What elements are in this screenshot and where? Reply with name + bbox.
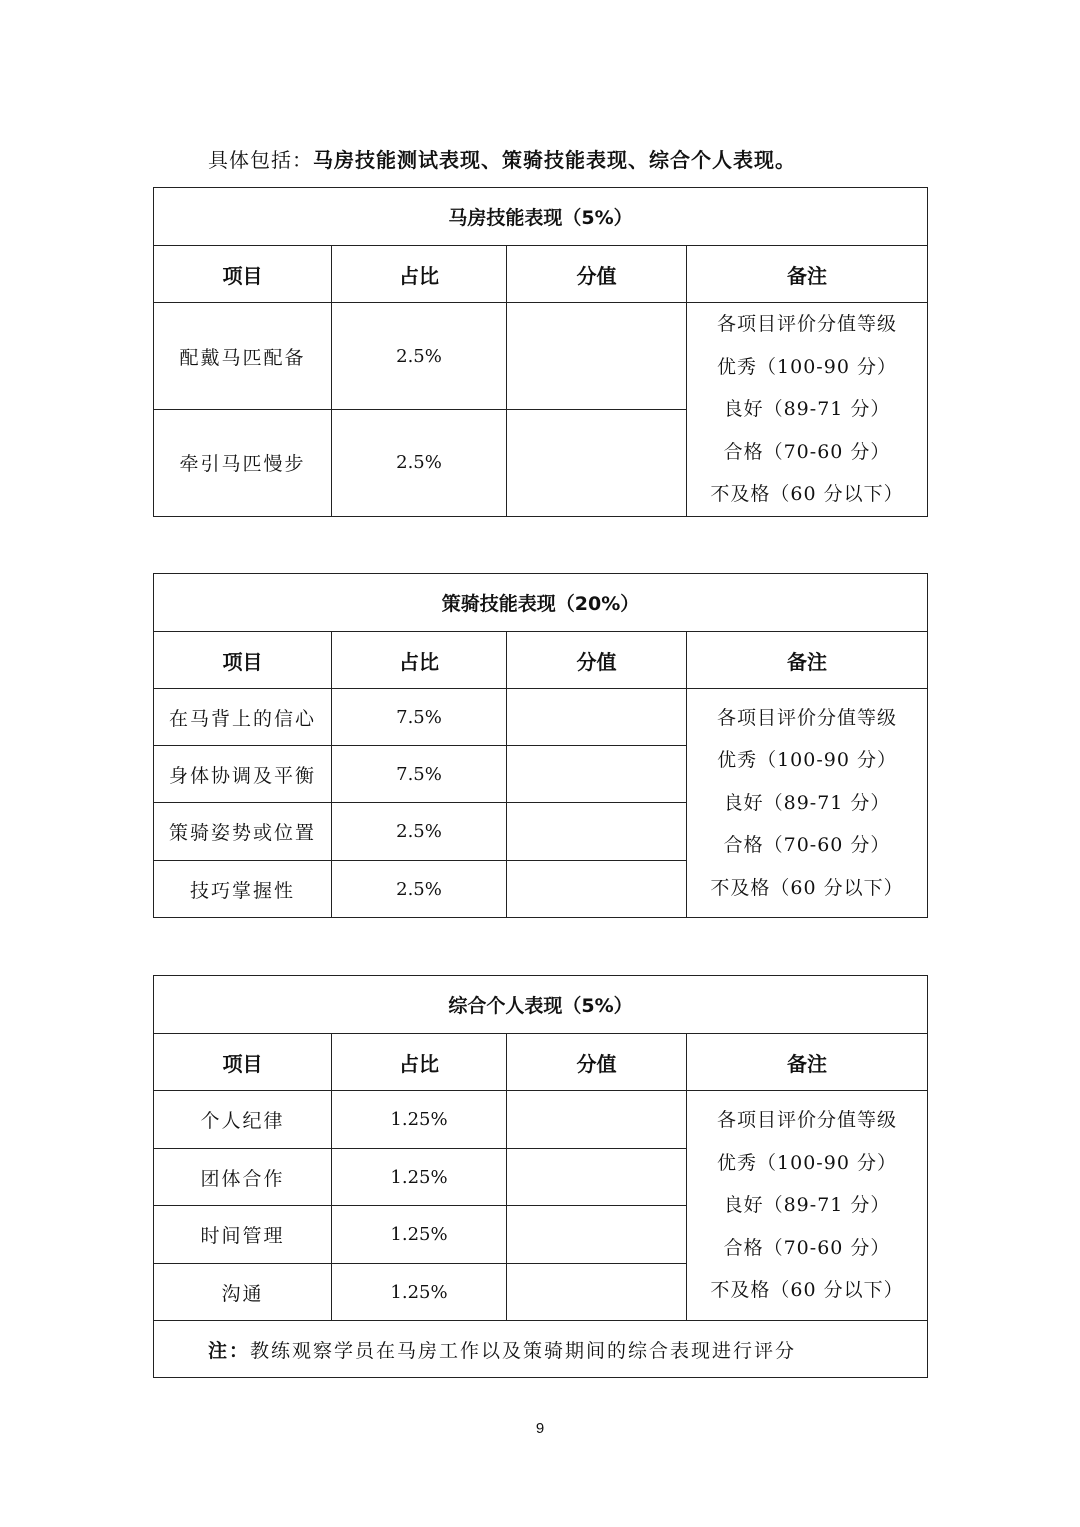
page-number: 9 [535,1420,545,1437]
row-ratio: 2.5% [332,803,507,861]
row-ratio: 1.25% [332,1264,507,1321]
intro-paragraph [208,144,796,173]
row-item: 牵引马匹慢步 [154,410,332,516]
row-ratio: 7.5% [332,689,507,746]
grading-line: 合格（70-60 分） [723,834,891,857]
grading-line: 不及格（60 分以下） [710,483,904,505]
row-item: 沟通 [154,1264,332,1321]
row-score [507,861,687,918]
riding-skills-table [153,573,928,918]
grading-line: 优秀（100-90 分） [717,355,897,378]
row-item: 策骑姿势或位置 [154,803,332,861]
row-item: 在马背上的信心 [154,689,332,746]
header-remark: 备注 [687,632,928,689]
row-score [507,1091,687,1149]
grading-note [687,303,928,517]
footnote-label: 注： [208,1339,251,1362]
row-item: 技巧掌握性 [154,861,332,918]
row-ratio: 2.5% [332,303,507,410]
grading-line: 不及格（60 分以下） [710,876,904,899]
row-item: 个人纪律 [154,1091,332,1149]
grading-line: 良好（89-71 分） [723,398,891,420]
row-ratio: 2.5% [332,861,507,918]
table-title: 综合个人表现（5%） [154,976,928,1034]
header-ratio: 占比 [332,1034,507,1091]
header-score: 分值 [507,1034,687,1091]
intro-prefix: 具体包括： [208,148,313,172]
row-ratio: 1.25% [332,1206,507,1264]
header-remark: 备注 [687,1034,928,1091]
row-score [507,410,687,516]
row-item: 团体合作 [154,1149,332,1206]
grading-line: 各项目评价分值等级 [717,313,898,335]
row-score [507,803,687,861]
grading-line: 合格（70-60 分） [723,440,891,463]
table-title: 策骑技能表现（20%） [154,574,928,632]
row-ratio: 2.5% [332,410,507,516]
row-score [507,1149,687,1206]
grading-line: 各项目评价分值等级 [717,1109,898,1132]
row-item: 配戴马匹配备 [154,303,332,410]
row-item: 时间管理 [154,1206,332,1264]
grading-line: 良好（89-71 分） [723,1194,891,1217]
row-ratio: 1.25% [332,1149,507,1206]
grading-line: 良好（89-71 分） [723,791,891,814]
row-ratio: 1.25% [332,1091,507,1149]
stable-skills-table [153,187,928,517]
header-remark: 备注 [687,246,928,303]
table-title: 马房技能表现（5%） [154,188,928,246]
header-score: 分值 [507,632,687,689]
header-ratio: 占比 [332,246,507,303]
row-score [507,1206,687,1264]
grading-line: 各项目评价分值等级 [717,706,898,729]
header-item: 项目 [154,632,332,689]
grading-line: 不及格（60 分以下） [710,1279,904,1302]
intro-content: 马房技能测试表现、策骑技能表现、综合个人表现。 [313,148,796,172]
row-ratio: 7.5% [332,746,507,803]
row-score [507,746,687,803]
grading-line: 合格（70-60 分） [723,1236,891,1259]
row-score [507,689,687,746]
grading-note [687,689,928,918]
header-item: 项目 [154,1034,332,1091]
row-score [507,1264,687,1321]
header-score: 分值 [507,246,687,303]
row-item: 身体协调及平衡 [154,746,332,803]
grading-line: 优秀（100-90 分） [717,1151,897,1174]
grading-note [687,1091,928,1321]
header-ratio: 占比 [332,632,507,689]
row-score [507,303,687,410]
footnote-text: 教练观察学员在马房工作以及策骑期间的综合表现进行评分 [250,1339,797,1362]
table-footnote [154,1321,928,1378]
grading-line: 优秀（100-90 分） [717,749,897,772]
personal-performance-table [153,975,928,1378]
header-item: 项目 [154,246,332,303]
